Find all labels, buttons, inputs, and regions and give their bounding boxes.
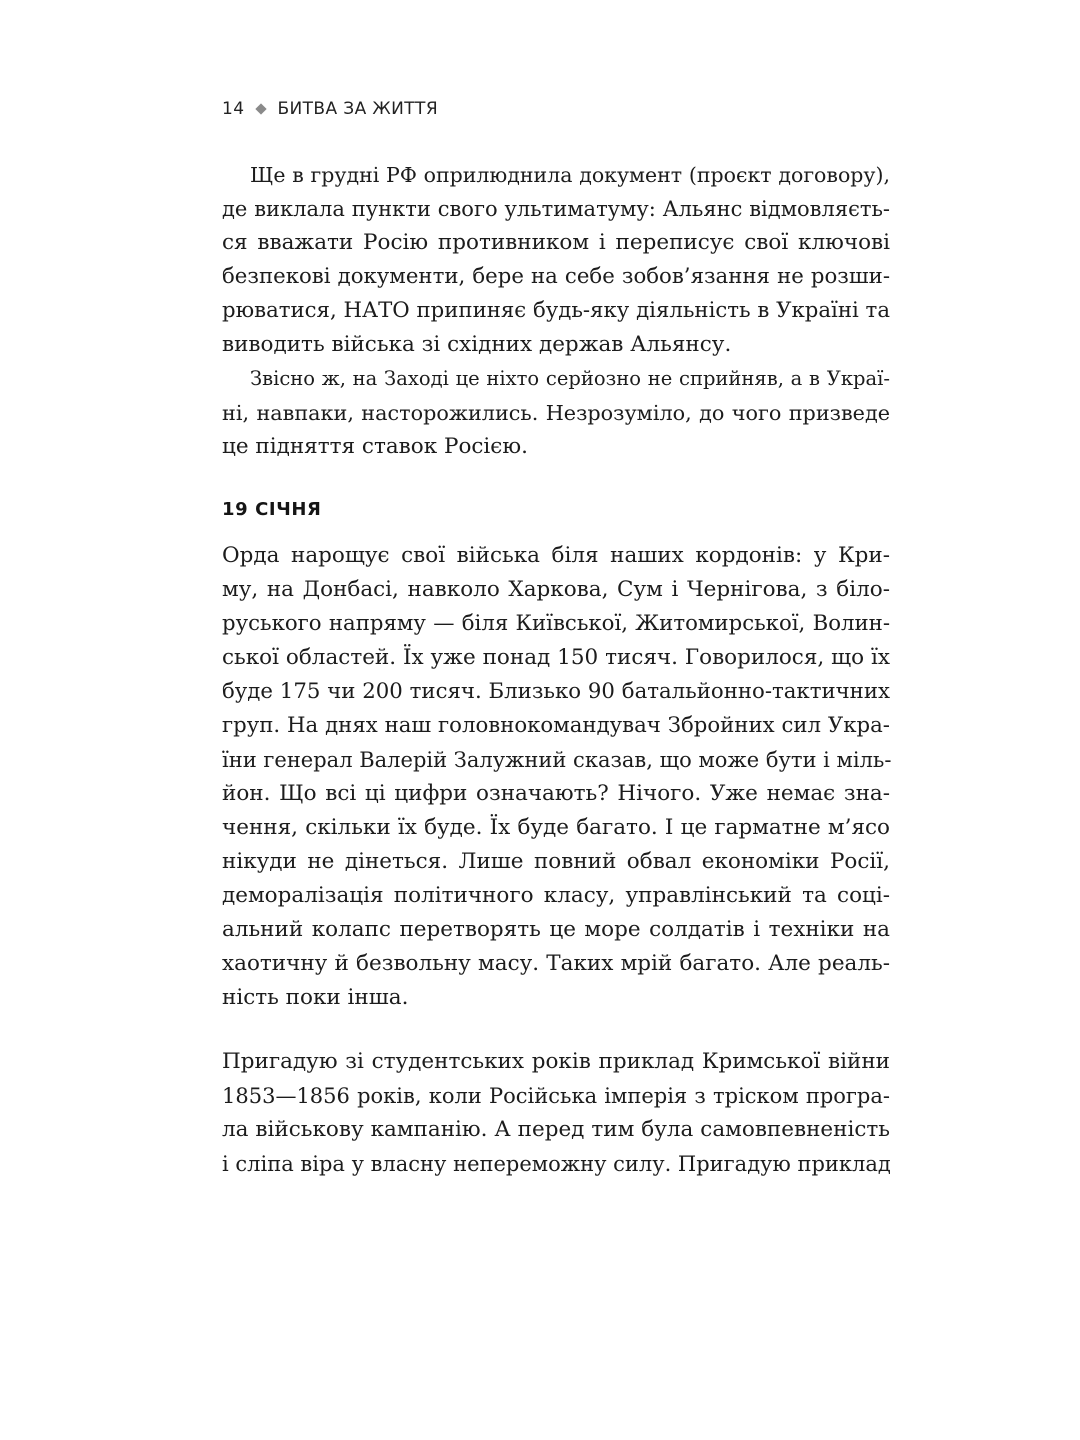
text-line: Звісно ж, на Заході це ніхто серйозно не сприйняв, а в Украї- <box>250 367 890 390</box>
text-line: їни генерал Валерій Залужний сказав, що може бути і міль- <box>222 748 892 772</box>
book-title: БИТВА ЗА ЖИТТЯ <box>277 99 439 119</box>
text-line: му, на Донбасі, навколо Харкова, Сум і Чернігова, з біло- <box>222 577 890 602</box>
text-line: рюватися, НАТО припиняє будь-яку діяльність в Україні та <box>222 298 890 323</box>
section-heading: 19 СІЧНЯ <box>222 499 322 520</box>
text-line: де виклала пункти свого ультиматуму: Альянс відмовляєть- <box>222 197 890 221</box>
text-line: чення, скільки їх буде. Їх буде багато. І це гарматне м’ясо <box>222 815 890 840</box>
running-head <box>222 96 438 122</box>
text-line: хаотичну й безвольну масу. Таких мрій багато. Але реаль- <box>222 951 890 976</box>
text-line: буде 175 чи 200 тисяч. Близько 90 батальйонно-тактичних <box>222 679 890 704</box>
text-line: ність поки інша. <box>222 985 409 1010</box>
text-line: ні, навпаки, насторожились. Незрозуміло, до чого призведе <box>222 401 890 425</box>
text-line: йон. Що всі ці цифри означають? Нічого. Уже немає зна- <box>222 781 890 806</box>
text-line: 1853—1856 років, коли Російська імперія з тріском програ- <box>222 1084 890 1108</box>
text-line: безпекові документи, бере на себе зобов’язання не розши- <box>222 264 890 289</box>
text-line: груп. На днях наш головнокомандувач Збройних сил Укра- <box>222 713 890 738</box>
text-line: це підняття ставок Росією. <box>222 434 528 459</box>
text-line: руського напряму — біля Київської, Житомирської, Волин- <box>222 611 890 636</box>
diamond-ornament-icon <box>256 103 267 114</box>
page-number: 14 <box>222 99 245 119</box>
text-line: нікуди не дінеться. Лише повний обвал економіки Росії, <box>222 849 890 874</box>
text-line: Пригадую зі студентських років приклад Кримської війни <box>222 1049 890 1074</box>
text-line: виводить війська зі східних держав Альянсу. <box>222 332 732 357</box>
text-line: і сліпа віра у власну непереможну силу. Пригадую приклад <box>222 1152 891 1176</box>
text-line: деморалізація політичного класу, управлінський та соці- <box>222 883 890 908</box>
text-line: Орда нарощує свої війська біля наших кордонів: у Кри- <box>222 543 890 568</box>
text-line: ся вважати Росію противником і переписує свої ключові <box>222 230 890 255</box>
text-line: Ще в грудні РФ оприлюднила документ (проєкт договору), <box>250 163 890 187</box>
text-line: альний колапс перетворять це море солдатів і техніки на <box>222 917 890 942</box>
text-line: ла військову кампанію. А перед тим була самовпевненість <box>222 1117 890 1142</box>
text-line: ської областей. Їх уже понад 150 тисяч. Говорилося, що їх <box>222 645 890 670</box>
